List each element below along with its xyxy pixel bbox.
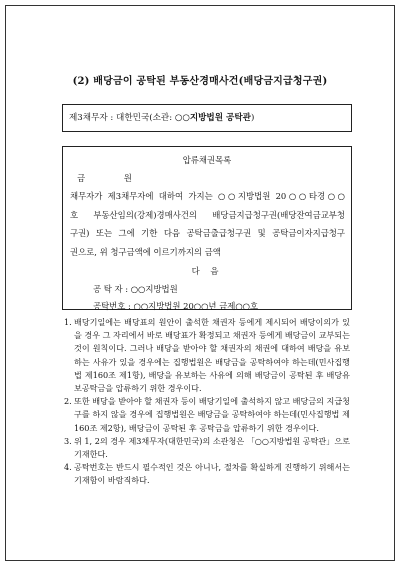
- note-number: 2.: [64, 396, 72, 407]
- note-item: [64, 395, 350, 435]
- seizure-list-box: [62, 146, 352, 310]
- body-line: 구권) 또는 그에 기한 다음 공탁금출급청구권 및 공탁금이자지급청구: [70, 228, 345, 239]
- note-number: 1.: [64, 317, 72, 327]
- note-number: 3.: [64, 435, 72, 446]
- note-text: 또한 배당을 받아야 할 채권자 등이 배당기일에 출석하지 않고 배당금의 지급청구를 하지 않을 경우에 집행법원은 배당금을 공탁하여야 하는데(민사집행법 제160조 제2항), 배당금이 공탁된 후 공탁금을 압류하기 위한 경우이다.: [74, 396, 350, 433]
- third-debtor-box: [62, 104, 352, 132]
- body-line: 권으로, 위 청구금액에 이르기까지의 금액: [70, 246, 221, 257]
- section-title: (2) 배당금이 공탁된 부동산경매사건(배당금지급청구권): [72, 76, 328, 87]
- note-text: 공탁번호는 반드시 필수적인 것은 아니나, 절차를 확실하게 진행하기 위해서는 기재함이 바람직하다.: [74, 462, 350, 486]
- seizure-list-title: 압류채권목록: [182, 155, 232, 165]
- amount-label: 금 원: [77, 173, 150, 183]
- note-number: 4.: [64, 462, 72, 473]
- third-debtor-prefix: 제3채무자 : 대한민국(소관:: [69, 113, 175, 123]
- third-debtor-court: ○○지방법원 공탁관: [174, 113, 251, 123]
- body-line: 채무자가 제3채무자에 대하여 가지는 ○○지방법원 20○○타경○○: [70, 191, 345, 201]
- note-item: [64, 316, 350, 395]
- depositary-line: 공 탁 자 : ○○지방법원: [93, 284, 178, 294]
- below-label: 다 음: [191, 266, 223, 276]
- note-item: [64, 461, 350, 487]
- note-text: 배당기일에는 배당표의 원안이 출석한 채권자 등에게 제시되어 배당이의가 있을 경우 그 자리에서 바로 배당표가 확정되고 채권자 등에게 배당금이 교부되는 것이 원칙이다. 그러나 배당을 받아야 할 채권자의 채권에 대하여 배당을 유보하는 사유가 있을 경우에는 집행법원은 배당금을 공탁하여야 하는데(민사집행법 제160조 제1항), 배당을 유보하는 사유에 의해 배당금이 공탁된 후 배당유보공탁금을 압류하기 위한 경우이다.: [74, 317, 350, 394]
- document-page: [5, 5, 395, 561]
- seizure-list-body: [70, 187, 345, 261]
- deposit-number-line: 공탁번호 : ○○지방법원 20○○년 금제○○호: [93, 301, 259, 311]
- body-line: 호 부동산임의(강제)경매사건의 배당금지급청구권(배당잔여금교부청: [70, 209, 345, 220]
- third-debtor-suffix: ): [250, 113, 255, 123]
- notes-list: [64, 316, 350, 488]
- note-item: [64, 435, 350, 461]
- note-text: 위 1, 2의 경우 제3채무자(대한민국)의 소관청은 「○○지방법원 공탁관」으로 기재한다.: [74, 435, 350, 460]
